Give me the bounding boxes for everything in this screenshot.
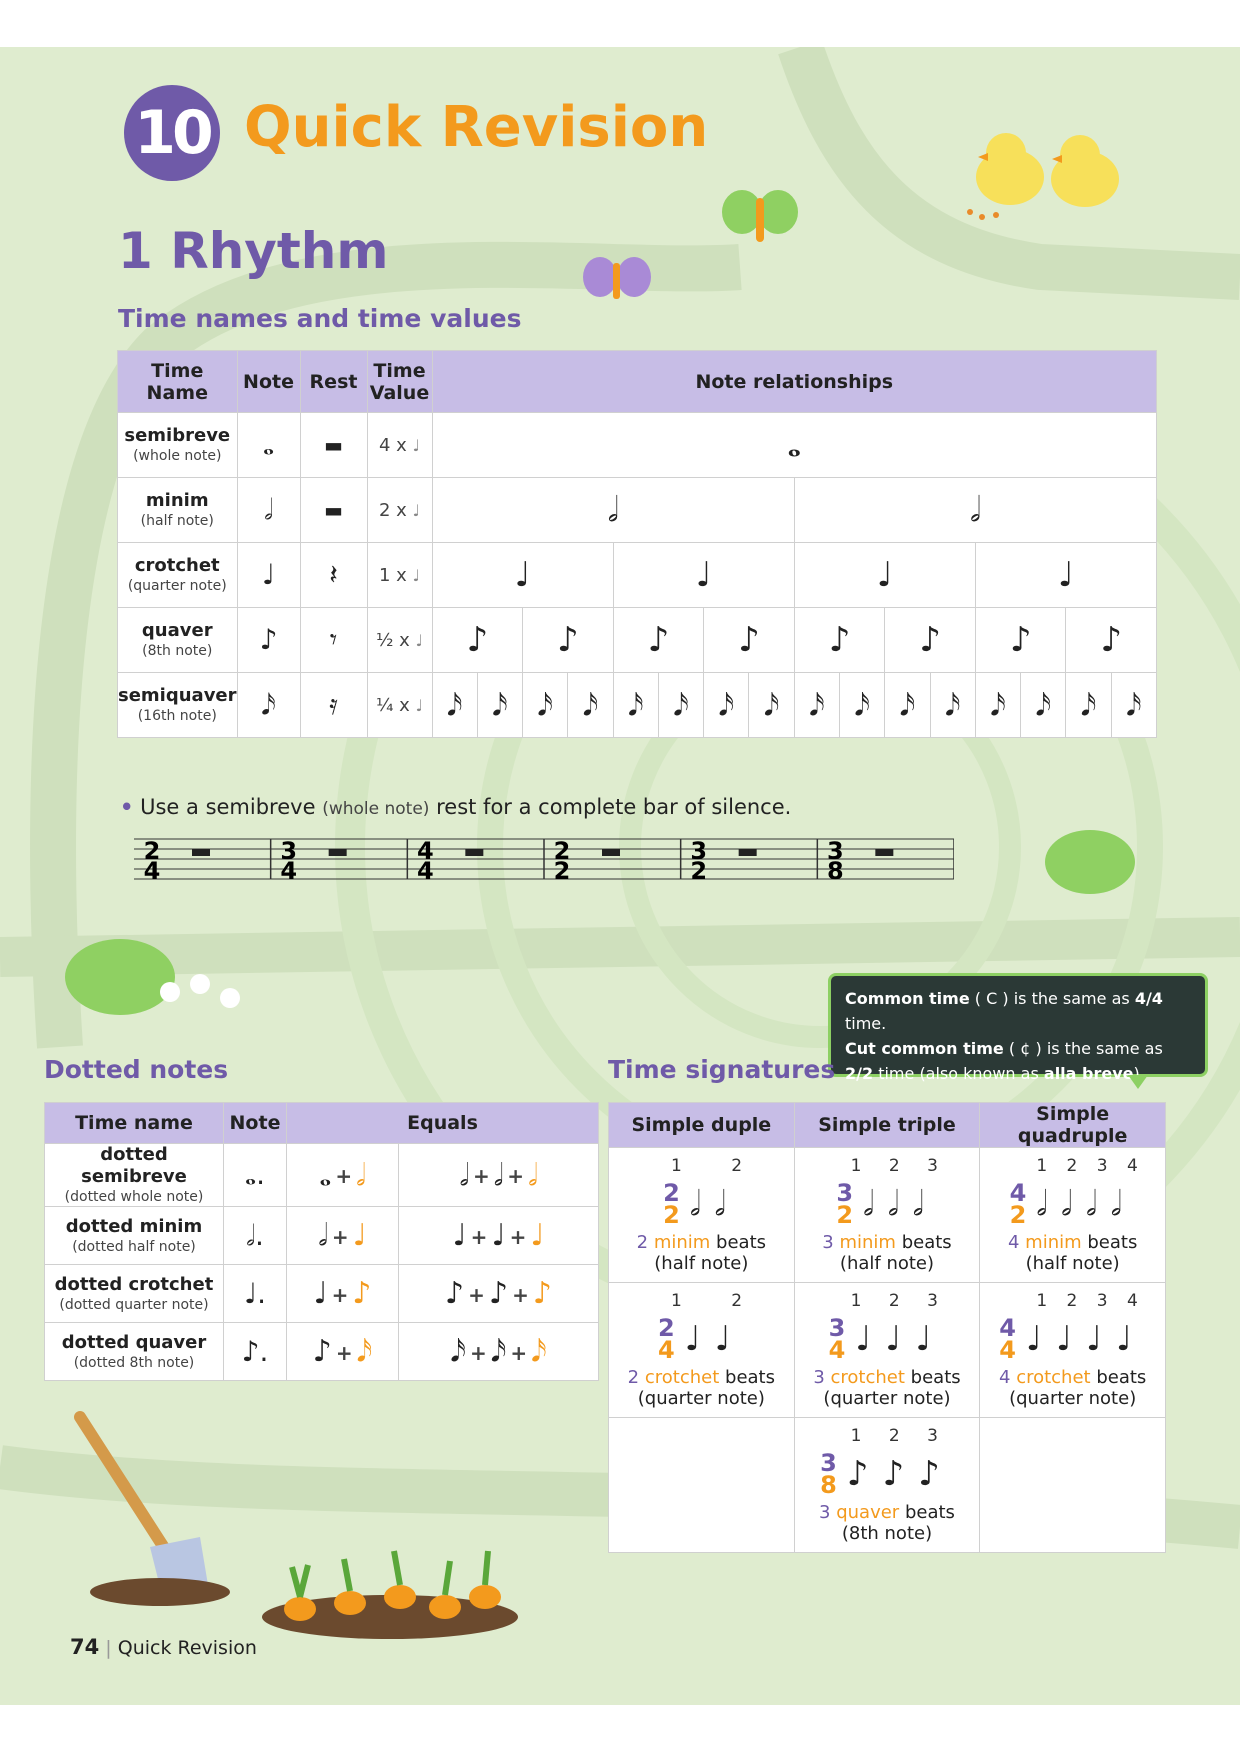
eighth-note-icon: ♪ — [704, 608, 795, 672]
half-note-icon: 𝅗𝅥 — [969, 490, 981, 530]
half-note-icon: 𝅗𝅥 — [237, 478, 300, 543]
time-signature-top: 4 — [416, 837, 434, 865]
time-signature-bottom: 2 — [690, 857, 708, 885]
ts-header-quadruple: Simple quadruple — [980, 1103, 1166, 1148]
ts-cell-2-4 — [609, 1283, 795, 1418]
relationship-cells — [433, 543, 1156, 607]
time-value-text: ½ x — [375, 629, 410, 651]
beat-numbers: 1 2 3 — [850, 1156, 938, 1176]
equals-quarter-eighth: ♩ + ♪ — [287, 1265, 399, 1323]
beats-unit: crotchet — [644, 1367, 720, 1388]
ts-bottom: 2 — [663, 1201, 680, 1229]
beats-sub: (quarter note) — [1009, 1388, 1137, 1409]
time-value: ¼ x ♩ — [367, 673, 432, 738]
eighth-note-icon: ♪ — [1100, 620, 1123, 660]
beat-numbers: 1 2 3 4 — [1036, 1291, 1138, 1311]
time-value: 1 x ♩ — [367, 543, 432, 608]
sixteenth-note-icon: 𝅘𝅥𝅯 — [795, 673, 840, 737]
callout-frac-2-2: 2/2 — [845, 1064, 874, 1083]
eighth-note-icon: ♪ — [433, 608, 524, 672]
beat-numbers: 1 2 — [671, 1156, 743, 1176]
ts-cell-4-4 — [980, 1283, 1166, 1418]
carrots-illustration — [260, 1537, 520, 1647]
butterfly-purple-illustration — [582, 247, 652, 312]
time-signature-notes — [795, 1446, 980, 1502]
time-signature-top: 3 — [690, 837, 708, 865]
beats-unit: quaver — [836, 1502, 900, 1523]
section-title: 1 Rhythm — [118, 222, 389, 280]
time-signature-notes — [795, 1311, 980, 1367]
time-name-row — [118, 673, 1157, 738]
page-footer: 74 | Quick Revision — [70, 1635, 257, 1659]
beats-count: 4 — [999, 1367, 1011, 1388]
footer-label: Quick Revision — [117, 1637, 257, 1659]
time-value-text: 4 x — [378, 434, 407, 456]
relationship-cells — [433, 413, 1156, 477]
dotted-half-note-icon: 𝅗𝅥. — [224, 1207, 287, 1265]
time-name-sub: (half note) — [140, 513, 214, 529]
ts-top: 2 — [657, 1314, 675, 1342]
header-rest: Rest — [300, 351, 367, 413]
callout-tail — [1128, 1075, 1148, 1089]
time-name: crotchet — [134, 555, 220, 576]
dotted-row — [45, 1323, 599, 1381]
beats-count: 2 — [636, 1232, 649, 1253]
time-name-sub: (quarter note) — [127, 578, 227, 594]
whole-rest-icon — [602, 849, 620, 856]
sixteenth-rest-icon: 𝄿 — [300, 673, 367, 738]
beats-unit: minim — [839, 1232, 896, 1253]
time-signature-fraction — [999, 1314, 1016, 1364]
dotted-name: dotted crotchet — [54, 1273, 214, 1295]
dotted-name: dotted minim — [65, 1215, 203, 1237]
quarter-note-icon: ♩ — [614, 543, 795, 607]
beat-numbers: 1 2 3 4 — [1036, 1156, 1138, 1176]
dotted-header-name: Time name — [45, 1103, 224, 1144]
beats-label — [609, 1367, 794, 1388]
sixteenth-note-icon: 𝅘𝅥𝅯 — [704, 673, 749, 737]
beats-unit: minim — [653, 1232, 711, 1253]
beats-word: beats — [725, 1367, 775, 1388]
whole-note-icon: 𝅝 — [787, 425, 801, 465]
beat-notes-icon: ♪♪♪ — [846, 1454, 954, 1494]
beat-numbers: 1 2 3 — [850, 1291, 938, 1311]
time-signature-top: 3 — [826, 837, 844, 865]
beats-unit: minim — [1025, 1232, 1082, 1253]
dotted-header-equals: Equals — [287, 1103, 599, 1144]
bullet-text-b: rest for a complete bar of silence. — [436, 795, 792, 819]
time-name: semiquaver — [118, 685, 237, 706]
ts-header-triple: Simple triple — [794, 1103, 980, 1148]
callout-cut-c-symbol: ( ¢ ) — [1008, 1039, 1042, 1058]
page — [0, 47, 1240, 1705]
callout-text: ). — [1133, 1064, 1145, 1083]
time-signature-bottom: 4 — [416, 857, 434, 885]
time-name-row — [118, 543, 1157, 608]
equals-half-half-half: 𝅗𝅥 + 𝅗𝅥 + 𝅗𝅥 — [399, 1144, 599, 1207]
time-signatures-table — [608, 1102, 1166, 1553]
time-name-row — [118, 608, 1157, 673]
ts-top: 3 — [828, 1314, 846, 1342]
eighth-note-icon: ♪ — [237, 608, 300, 673]
whole-rest-icon: ▬ — [300, 413, 367, 478]
callout-text: is the same as — [1046, 1039, 1163, 1058]
time-signature-notes — [609, 1176, 794, 1232]
ts-bottom: 4 — [828, 1336, 846, 1364]
time-name-sub: (whole note) — [133, 448, 222, 464]
beats-sub: (half note) — [654, 1253, 749, 1274]
whole-rest-icon — [329, 849, 347, 856]
header-note-relationships: Note relationships — [432, 351, 1156, 413]
time-signature-fraction — [836, 1179, 854, 1229]
time-value: 2 x ♩ — [367, 478, 432, 543]
sixteenth-note-icon: 𝅘𝅥𝅯 — [659, 673, 704, 737]
time-name: quaver — [141, 620, 213, 641]
beats-word: beats — [901, 1232, 952, 1253]
bullet-text-light: (whole note) — [322, 799, 430, 819]
ts-cell-empty — [609, 1418, 795, 1553]
relationship-cells — [433, 478, 1156, 542]
time-signature-top: 2 — [143, 837, 161, 865]
time-signature-notes — [980, 1311, 1165, 1367]
relationship-cells — [433, 673, 1156, 737]
sixteenth-note-icon: 𝅘𝅥𝅯 — [840, 673, 885, 737]
time-signatures-heading: Time signatures — [608, 1055, 836, 1084]
beats-word: beats — [1087, 1232, 1138, 1253]
header-time-value: Time Value — [367, 351, 432, 413]
beats-label — [980, 1367, 1165, 1388]
eighth-note-icon: ♪ — [795, 608, 886, 672]
time-value-text: ¼ x — [375, 694, 410, 716]
time-signature-fraction — [828, 1314, 846, 1364]
sixteenth-note-icon: 𝅘𝅥𝅯 — [931, 673, 976, 737]
whole-rest-icon — [875, 849, 893, 856]
beats-label — [795, 1367, 980, 1388]
equals-whole-half: 𝅝 + 𝅗𝅥 — [287, 1144, 399, 1207]
ts-header-duple: Simple duple — [609, 1103, 795, 1148]
dotted-sub: (dotted 8th note) — [73, 1354, 195, 1371]
ts-bottom: 2 — [1009, 1201, 1027, 1229]
time-signature-top: 3 — [280, 837, 298, 865]
beats-label — [795, 1502, 980, 1523]
time-signature-bottom: 4 — [280, 857, 298, 885]
beats-unit: crotchet — [1016, 1367, 1091, 1388]
dotted-notes-table — [44, 1102, 599, 1381]
bullet-text-a: Use a semibreve — [140, 795, 316, 819]
equals-half-quarter: 𝅗𝅥 + ♩ — [287, 1207, 399, 1265]
beats-count: 2 — [627, 1367, 640, 1388]
sixteenth-note-icon: 𝅘𝅥𝅯 — [749, 673, 794, 737]
eighth-rest-icon: 𝄾 — [300, 608, 367, 673]
time-signature-bottom: 2 — [553, 857, 571, 885]
time-name-row — [118, 413, 1157, 478]
half-rest-icon: ▬ — [300, 478, 367, 543]
beats-sub: (half note) — [1025, 1253, 1120, 1274]
ts-bottom: 4 — [999, 1336, 1016, 1364]
time-names-table — [117, 350, 1157, 738]
header-note: Note — [237, 351, 300, 413]
sixteenth-note-icon: 𝅘𝅥𝅯 — [885, 673, 930, 737]
sixteenth-note-icon: 𝅘𝅥𝅯 — [237, 673, 300, 738]
beat-numbers: 1 2 3 — [850, 1426, 938, 1446]
callout-text: is the same as — [1013, 989, 1130, 1008]
time-name-sub: (8th note) — [142, 643, 213, 659]
beats-label — [980, 1232, 1165, 1253]
beat-notes-icon: 𝅗𝅥𝅗𝅥𝅗𝅥𝅗𝅥 — [1036, 1184, 1136, 1224]
quarter-rest-icon: 𝄽 — [300, 543, 367, 608]
time-value: 4 x ♩ — [367, 413, 432, 478]
whole-rest-icon — [465, 849, 483, 856]
dotted-header-note: Note — [224, 1103, 287, 1144]
equals-eighth-eighth-eighth: ♪ + ♪ + ♪ — [399, 1265, 599, 1323]
ts-top: 4 — [1009, 1179, 1027, 1207]
dotted-name: dotted semibreve — [81, 1144, 187, 1187]
callout-common-time: Common time — [845, 989, 970, 1008]
time-signature-bottom: 8 — [826, 857, 844, 885]
ts-top: 3 — [836, 1179, 854, 1207]
ts-bottom: 8 — [820, 1471, 837, 1499]
time-names-heading: Time names and time values — [118, 304, 522, 333]
time-value-text: 2 x — [378, 499, 407, 521]
callout-frac-4-4: 4/4 — [1134, 989, 1163, 1008]
beats-count: 3 — [822, 1232, 834, 1253]
eighth-note-icon: ♪ — [885, 608, 976, 672]
whole-rest-icon — [739, 849, 757, 856]
beat-notes-icon: ♩♩♩ — [855, 1319, 946, 1359]
quarter-note-icon: ♩ — [795, 543, 976, 607]
beat-notes-icon: 𝅗𝅥𝅗𝅥𝅗𝅥 — [863, 1184, 938, 1224]
dotted-row — [45, 1144, 599, 1207]
time-signature-notes — [980, 1176, 1165, 1232]
beats-word: beats — [716, 1232, 767, 1253]
sixteenth-note-icon: 𝅘𝅥𝅯 — [433, 673, 478, 737]
dotted-row — [45, 1207, 599, 1265]
eighth-note-icon: ♪ — [976, 608, 1067, 672]
dotted-sub: (dotted half note) — [72, 1238, 196, 1255]
eighth-note-icon: ♪ — [614, 608, 705, 672]
beats-sub: (8th note) — [841, 1523, 933, 1544]
time-signature-top: 2 — [553, 837, 571, 865]
dotted-whole-note-icon: 𝅝. — [224, 1144, 287, 1207]
rest-bullet: • Use a semibreve (whole note) rest for a complete bar of silence. — [120, 795, 792, 819]
beats-word: beats — [910, 1367, 961, 1388]
time-name-row — [118, 478, 1157, 543]
beats-word: beats — [1096, 1367, 1147, 1388]
whole-note-icon: 𝅝 — [237, 413, 300, 478]
half-note-icon: 𝅗𝅥 — [433, 478, 795, 542]
dotted-quarter-note-icon: ♩. — [224, 1265, 287, 1323]
common-time-callout — [828, 973, 1208, 1083]
equals-quarter-quarter-quarter: ♩ + ♩ + ♩ — [399, 1207, 599, 1265]
relationship-cells — [433, 608, 1156, 672]
time-name-sub: (16th note) — [137, 708, 217, 724]
ts-cell-4-2 — [980, 1148, 1166, 1283]
beats-word: beats — [904, 1502, 955, 1523]
sixteenth-note-icon: 𝅘𝅥𝅯 — [1126, 687, 1142, 723]
ts-top: 3 — [820, 1449, 837, 1477]
callout-text: time (also known as — [878, 1064, 1039, 1083]
chapter-number-badge: 10 — [124, 85, 220, 181]
beat-notes-icon: 𝅗𝅥𝅗𝅥 — [689, 1184, 740, 1224]
sixteenth-note-icon: 𝅘𝅥𝅯 — [614, 673, 659, 737]
rest-bars-staff — [134, 833, 954, 885]
equals-sixteenth-x3: 𝅘𝅥𝅯 + 𝅘𝅥𝅯 + 𝅘𝅥𝅯 — [399, 1323, 599, 1381]
butterfly-green-illustration — [720, 182, 800, 257]
time-name: minim — [145, 490, 209, 511]
sixteenth-note-icon: 𝅘𝅥𝅯 — [478, 673, 523, 737]
eighth-note-icon: ♪ — [523, 608, 614, 672]
sixteenth-note-icon: 𝅘𝅥𝅯 — [1066, 673, 1111, 737]
ts-cell-3-2 — [794, 1148, 980, 1283]
ts-bottom: 2 — [836, 1201, 854, 1229]
callout-text: time. — [845, 1014, 887, 1033]
chicks-illustration — [960, 117, 1140, 227]
shovel-illustration — [60, 1407, 260, 1607]
time-value: ½ x ♩ — [367, 608, 432, 673]
time-signature-fraction — [820, 1449, 837, 1499]
beat-notes-icon: ♩♩ — [684, 1319, 745, 1359]
time-signature-fraction — [657, 1314, 675, 1364]
dotted-notes-heading: Dotted notes — [44, 1055, 229, 1084]
page-number: 74 — [70, 1635, 100, 1659]
time-signature-fraction — [1009, 1179, 1027, 1229]
whole-rest-icon — [192, 849, 210, 856]
bush-right-illustration — [1040, 817, 1140, 897]
callout-alla-breve: alla breve — [1043, 1064, 1134, 1083]
ts-top: 2 — [663, 1179, 680, 1207]
dotted-sub: (dotted quarter note) — [59, 1296, 209, 1313]
ts-bottom: 4 — [657, 1336, 675, 1364]
beats-sub: (quarter note) — [637, 1388, 765, 1409]
beat-numbers: 1 2 — [671, 1291, 743, 1311]
header-time-name: Time Name — [118, 351, 238, 413]
ts-cell-3-4 — [794, 1283, 980, 1418]
callout-c-symbol: ( C ) — [974, 989, 1009, 1008]
sixteenth-note-icon: 𝅘𝅥𝅯 — [568, 673, 613, 737]
dotted-sub: (dotted whole note) — [64, 1189, 204, 1205]
time-name: semibreve — [124, 425, 231, 446]
beats-count: 3 — [813, 1367, 825, 1388]
beats-count: 3 — [819, 1502, 831, 1523]
sixteenth-note-icon: 𝅘𝅥𝅯 — [523, 673, 568, 737]
beats-sub: (half note) — [839, 1253, 935, 1274]
beats-label — [795, 1232, 980, 1253]
dotted-row — [45, 1265, 599, 1323]
sixteenth-note-icon: 𝅘𝅥𝅯 — [1021, 673, 1066, 737]
ts-cell-empty — [980, 1418, 1166, 1553]
dotted-eighth-note-icon: ♪. — [224, 1323, 287, 1381]
bush-left-illustration — [60, 932, 260, 1022]
sixteenth-note-icon: 𝅘𝅥𝅯 — [976, 673, 1021, 737]
time-value-text: 1 x — [378, 564, 407, 586]
quarter-note-icon: ♩ — [433, 543, 614, 607]
beats-count: 4 — [1007, 1232, 1020, 1253]
quarter-note-icon: ♩ — [1057, 555, 1074, 595]
ts-cell-2-2 — [609, 1148, 795, 1283]
ts-cell-3-8 — [794, 1418, 980, 1553]
callout-cut-common-time: Cut common time — [845, 1039, 1004, 1058]
time-signature-notes — [795, 1176, 980, 1232]
quarter-note-icon: ♩ — [237, 543, 300, 608]
equals-eighth-sixteenth: ♪ + 𝅘𝅥𝅯 — [287, 1323, 399, 1381]
beats-unit: crotchet — [830, 1367, 905, 1388]
beats-label — [609, 1232, 794, 1253]
beat-notes-icon: ♩♩♩♩ — [1025, 1319, 1147, 1359]
time-signature-bottom: 4 — [143, 857, 161, 885]
time-signature-notes — [609, 1311, 794, 1367]
dotted-name: dotted quaver — [61, 1331, 207, 1353]
chapter-title: Quick Revision — [244, 95, 709, 160]
time-signature-fraction — [663, 1179, 680, 1229]
ts-top: 4 — [999, 1314, 1016, 1342]
beats-sub: (quarter note) — [823, 1388, 951, 1409]
